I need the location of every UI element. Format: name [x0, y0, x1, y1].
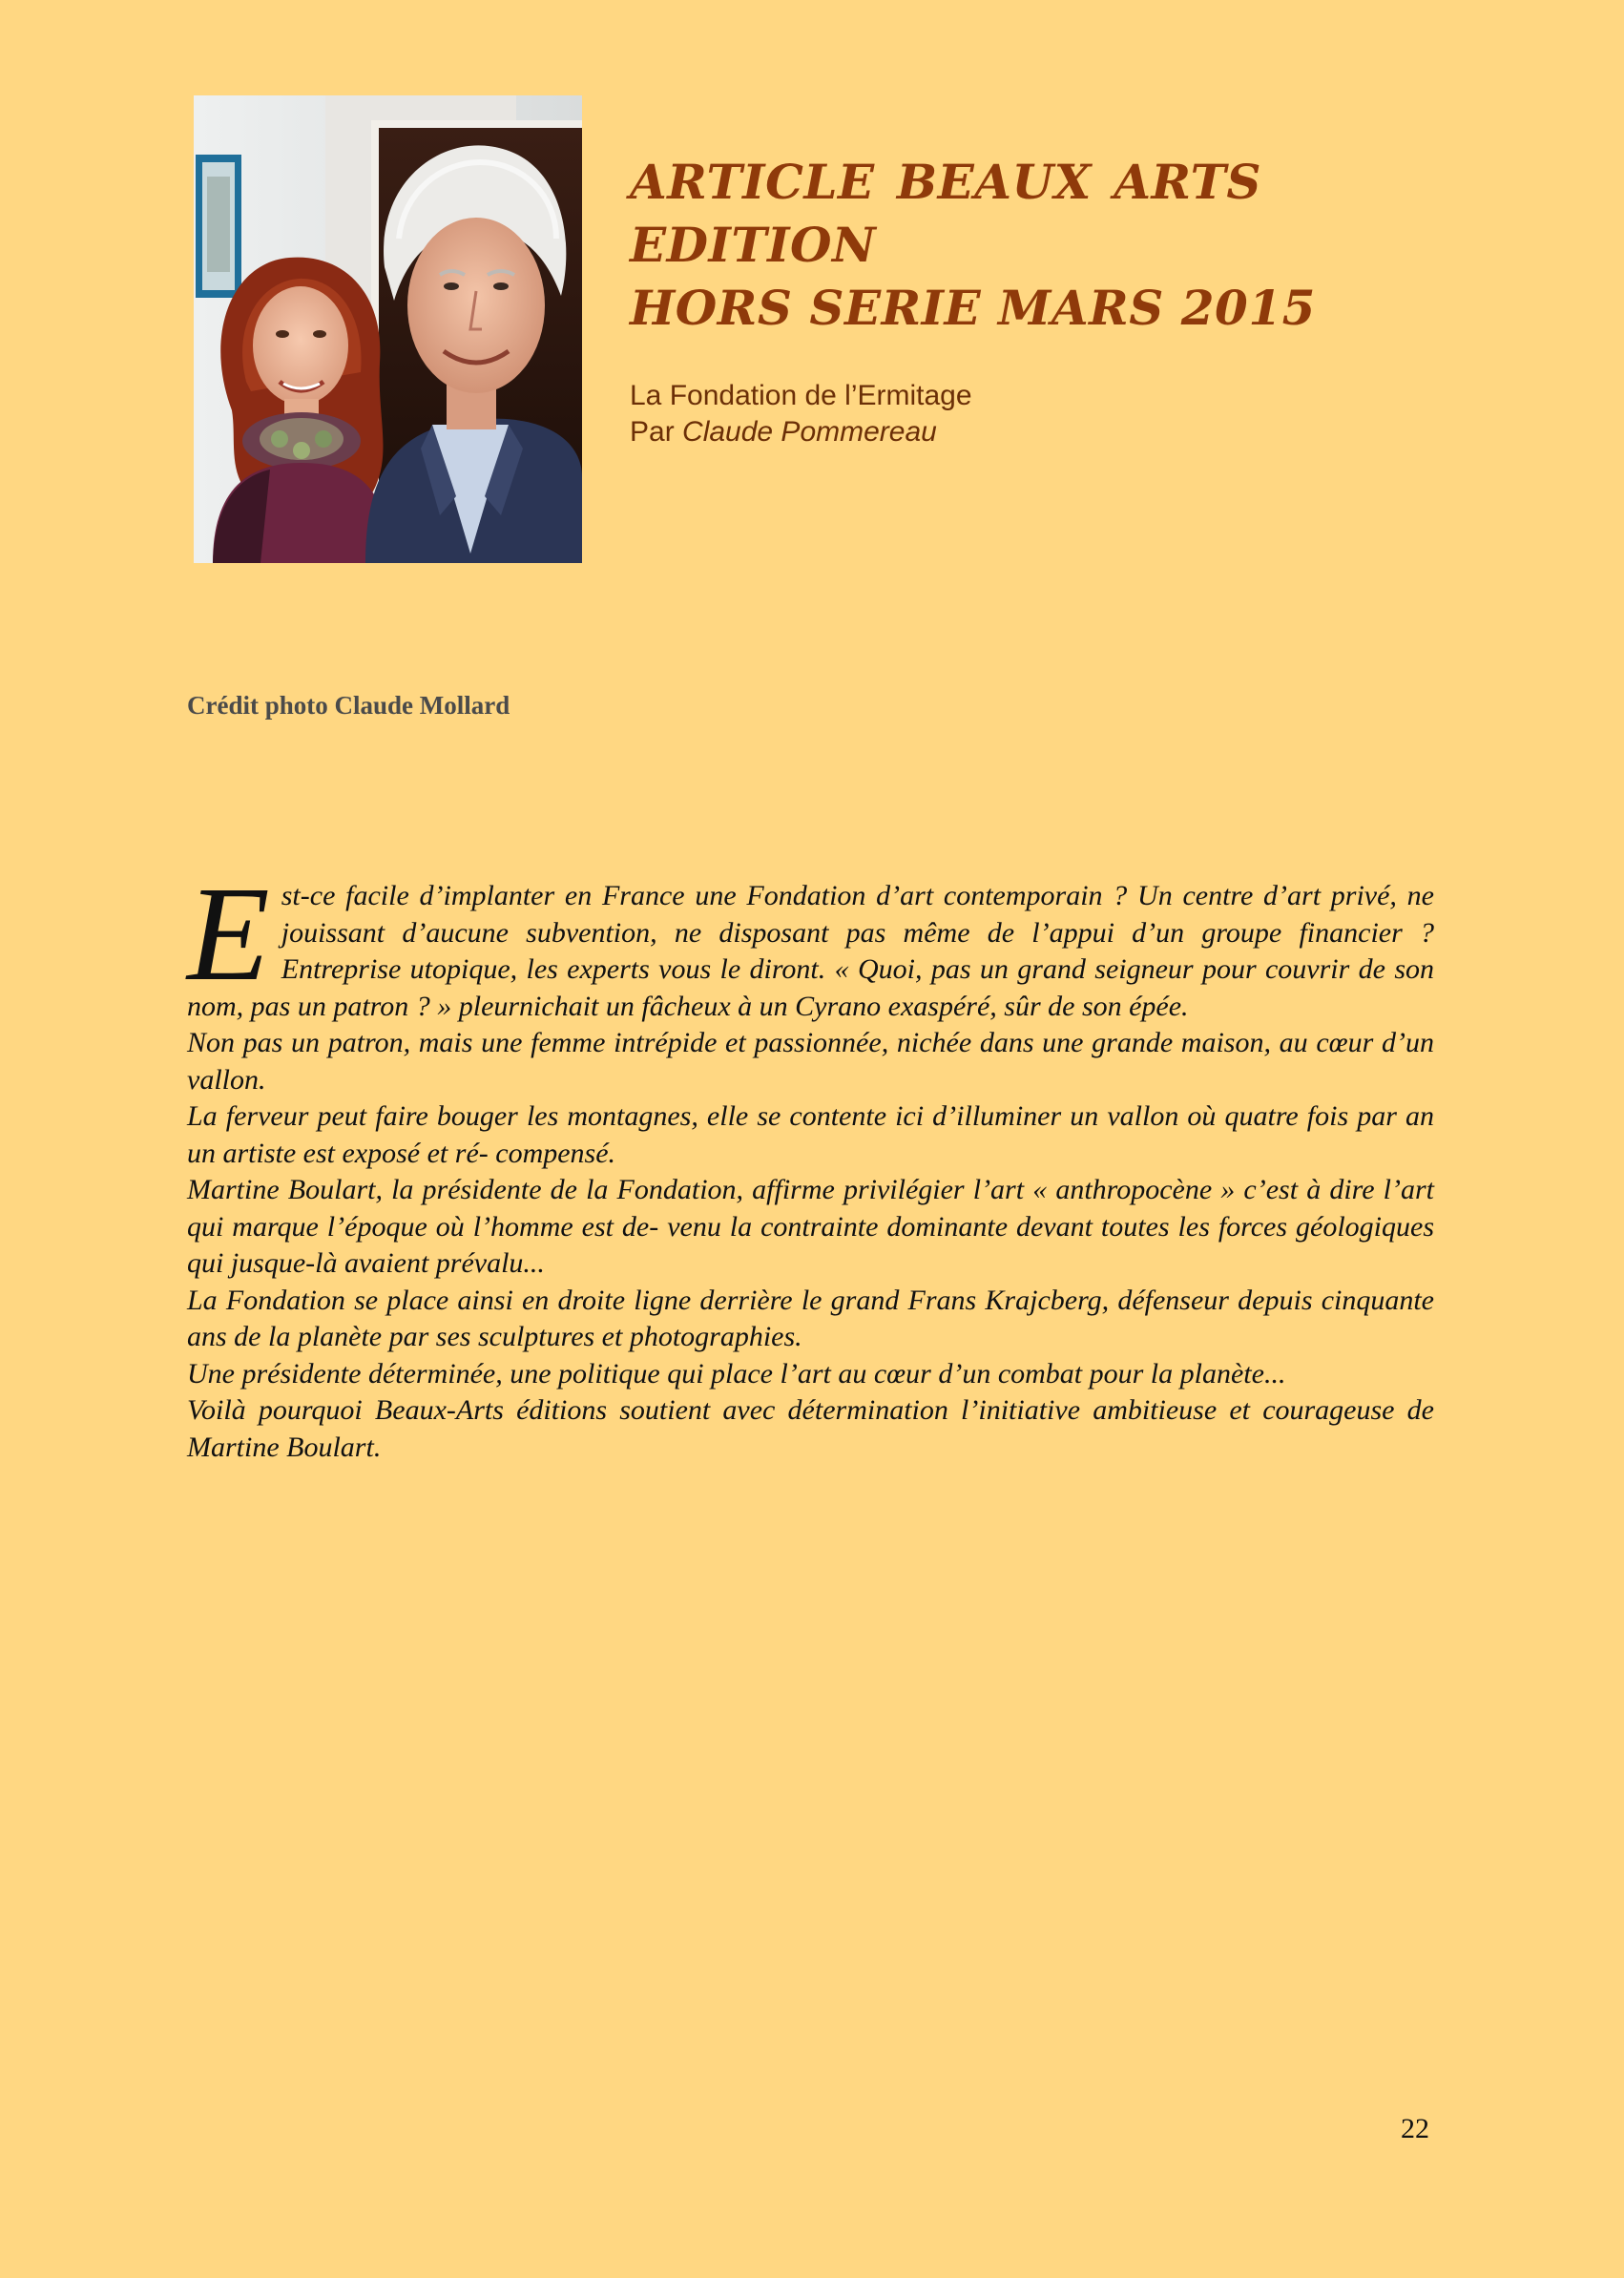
- byline-author: Claude Pommereau: [682, 416, 937, 448]
- article-paragraph: Martine Boulart, la présidente de la Fondation, affirme privilégier l’art « anthropocène » c’est à dire l’art qui marque l’époque où l’homme est de- venu la contrainte dominante devant toutes les forces géologiques qui jusque-là avaient prévalu...: [187, 1174, 1434, 1279]
- photo-credit: Crédit photo Claude Mollard: [187, 691, 510, 720]
- article-subtitle: [630, 378, 972, 450]
- article-paragraph: Une présidente déterminée, une politique qui place l’art au cœur d’un combat pour la planète...: [187, 1357, 1286, 1390]
- article-paragraph: La Fondation se place ainsi en droite ligne derrière le grand Frans Krajcberg, défenseur depuis cinquante ans de la planète par ses sculptures et photographies.: [187, 1284, 1434, 1352]
- subtitle-text: La Fondation de l’Ermitage: [630, 380, 972, 411]
- paragraph-text: st-ce facile d’implanter en France une Fondation d’art contemporain ? Un centre d’art privé, ne jouissant d’aucune subvention, ne disposant pas même de l’appui d’un groupe financier ? Entreprise utopique, les experts vous le diront. « Quoi, pas un grand seigneur pour couvrir de son nom, pas un patron ? » pleurnichait un fâcheux à un Cyrano exaspéré, sûr de son épée.: [187, 880, 1434, 1022]
- article-paragraph: [187, 858, 1434, 1025]
- article-paragraph: Non pas un patron, mais une femme intrépide et passionnée, nichée dans une grande maison, au cœur d’un vallon.: [187, 1027, 1434, 1096]
- article-body: [187, 858, 1434, 1466]
- byline-prefix: Par: [630, 416, 675, 448]
- article-paragraph: La ferveur peut faire bouger les montagnes, elle se contente ici d’illuminer un vallon où quatre fois par an un artiste est exposé et ré- compensé.: [187, 1100, 1434, 1169]
- title-word: ARTICLE: [630, 154, 875, 210]
- drop-cap: E: [187, 858, 270, 1009]
- title-line-2: EDITION: [630, 217, 877, 273]
- byline: [630, 414, 972, 450]
- title-line-3: HORS SERIE MARS 2015: [630, 280, 1316, 336]
- portrait-photo: [194, 95, 582, 563]
- title-line-1: [630, 151, 1261, 214]
- page-number: 22: [1401, 2113, 1429, 2144]
- title-word: BEAUX: [896, 154, 1092, 210]
- article-title: [630, 151, 1316, 340]
- title-word: ARTS: [1114, 154, 1261, 210]
- article-paragraph: Voilà pourquoi Beaux-Arts éditions soutient avec détermination l’initiative ambitieuse et courageuse de Martine Boulart.: [187, 1394, 1434, 1463]
